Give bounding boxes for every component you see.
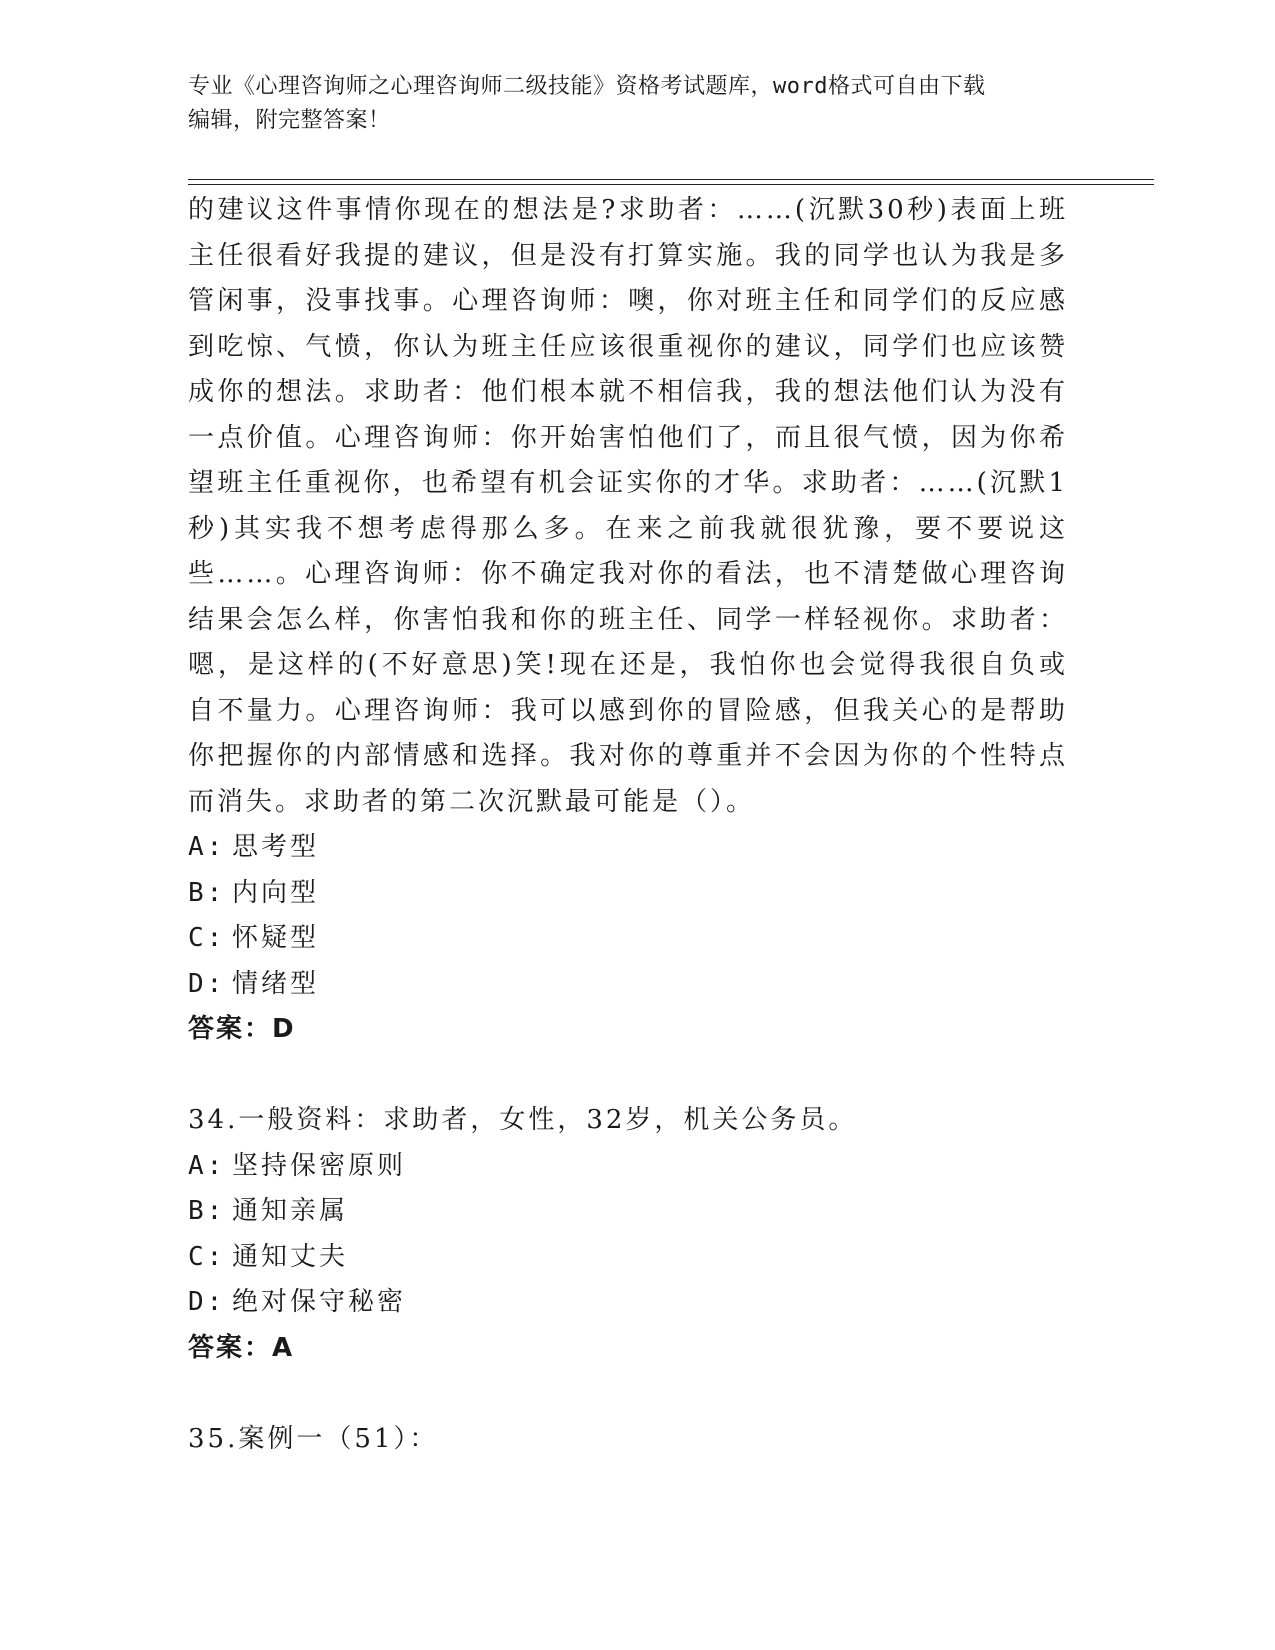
header-title-line2: 编辑，附完整答案！ [188,108,391,133]
option-c: C: 怀疑型 [188,923,320,953]
option-b: B: 内向型 [188,877,320,908]
option-d: D: 情绪型 [188,968,320,999]
option-c: C: 通知丈夫 [188,1241,349,1272]
question-33-options [188,825,1068,1007]
option-b: B: 通知亲属 [188,1196,349,1226]
question-35-stem: 35.案例一（51）： [188,1423,439,1454]
question-34-answer: 答案：A [188,1332,295,1363]
header-divider-bottom [188,184,1154,185]
page-header [188,70,1068,138]
header-title-line1: 专业《心理咨询师之心理咨询师二级技能》资格考试题库，word格式可自由下载 [188,74,986,99]
option-d: D: 绝对保守秘密 [188,1287,407,1317]
question-33-answer: 答案：D [188,1014,296,1044]
document-body [188,188,1068,1462]
question-34-stem: 34.一般资料：求助者，女性，32岁，机关公务员。 [188,1105,858,1135]
header-divider-top [188,179,1154,180]
question-passage: 的建议这件事情你现在的想法是?求助者：……(沉默30秒)表面上班主任很看好我提的建议，但是没有打算实施。我的同学也认为我是多管闲事，没事找事。心理咨询师：噢，你对班主任和同学们的反应感到吃惊、气愤，你认为班主任应该很重视你的建议，同学们也应该赞成你的想法。求助者：他们根本就不相信我，我的想法他们认为没有一点价值。心理咨询师：你开始害怕他们了，而且很气愤，因为你希望班主任重视你，也希望有机会证实你的才华。求助者：……(沉默1秒)其实我不想考虑得那么多。在来之前我就很犹豫，要不要说这些……。心理咨询师：你不确定我对你的看法，也不清楚做心理咨询结果会怎么样，你害怕我和你的班主任、同学一样轻视你。求助者：嗯，是这样的(不好意思)笑!现在还是，我怕你也会觉得我很自负或自不量力。心理咨询师：我可以感到你的冒险感，但我关心的是帮助你把握你的内部情感和选择。我对你的尊重并不会因为你的个性特点而消失。求助者的第二次沉默最可能是（）。 [188,195,1068,817]
option-a: A: 坚持保密原则 [188,1150,407,1181]
option-a: A: 思考型 [188,832,320,862]
question-34-options [188,1144,1068,1326]
